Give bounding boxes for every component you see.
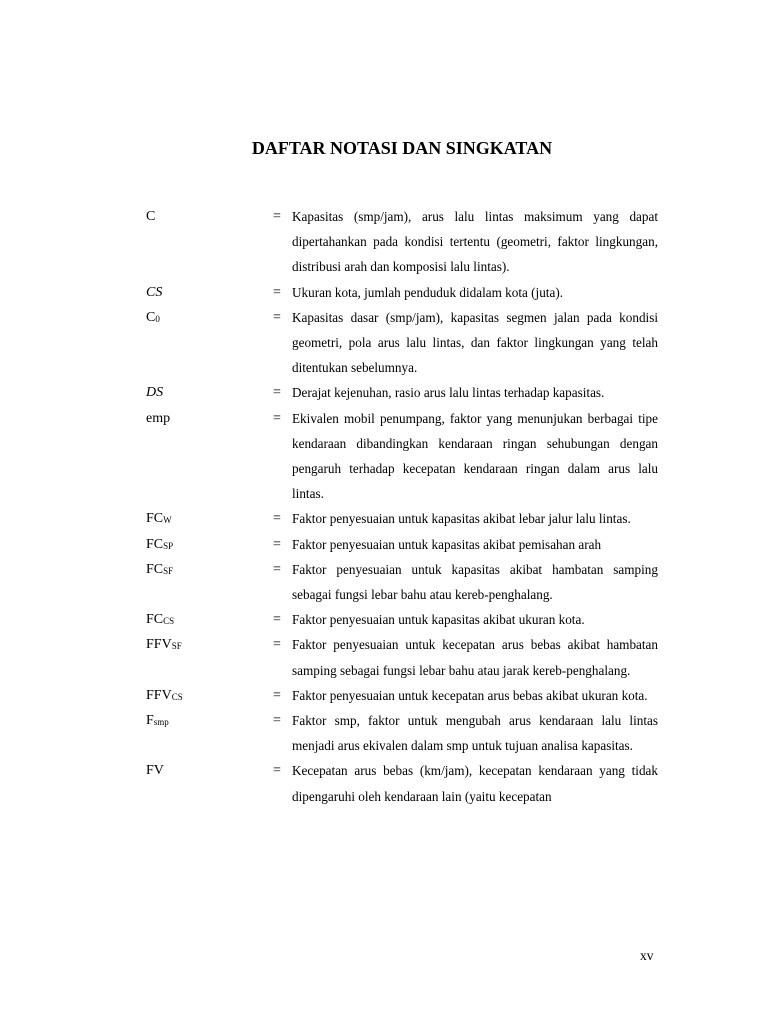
- notation-entry: [0, 305, 768, 381]
- notation-description: Faktor smp, faktor untuk mengubah arus kendaraan lalu lintas menjadi arus ekivalen dalam smp untuk tujuan analisa kapasitas.: [292, 713, 658, 754]
- notation-entry: [0, 557, 768, 607]
- notation-symbol: emp: [146, 410, 171, 426]
- notation-entry: [0, 532, 768, 557]
- notation-subscript: 0: [155, 313, 160, 324]
- notation-description: Faktor penyesuaian untuk kecepatan arus bebas akibat hambatan samping sebagai fungsi lebar bahu atau jarak kereb-penghalang.: [292, 637, 658, 678]
- notation-description: Kapasitas dasar (smp/jam), kapasitas segmen jalan pada kondisi geometri, pola arus lalu lintas, dan faktor lingkungan yang telah ditentukan sebelumnya.: [292, 309, 658, 376]
- notation-symbol: C: [146, 209, 156, 224]
- notation-entry: [0, 506, 768, 531]
- equals-sign: =: [273, 284, 281, 300]
- page-title: DAFTAR NOTASI DAN SINGKATAN: [251, 138, 553, 158]
- notation-entry: [0, 280, 768, 305]
- equals-sign: =: [273, 687, 281, 703]
- notation-symbol: $FC_{SF}$: [146, 561, 174, 577]
- equals-sign: =: [273, 536, 281, 552]
- notation-description: Kapasitas (smp/jam), arus lalu lintas maksimum yang dapat dipertahankan pada kondisi tertentu (geometri, faktor lingkungan, distribusi arah dan komposisi lalu lintas).: [292, 209, 658, 275]
- notation-symbol: $F_{smp}$: [146, 713, 169, 729]
- equals-sign: =: [273, 763, 281, 779]
- notation-subscript: smp: [153, 717, 169, 728]
- notation-subscript: SF: [171, 641, 182, 652]
- page-number: xv: [640, 948, 654, 963]
- notation-entry: [0, 632, 768, 682]
- notation-symbol: CS: [146, 284, 163, 300]
- notation-symbol: $FC_{CS}$: [146, 612, 175, 628]
- notation-entry: [0, 758, 768, 808]
- notation-subscript: CS: [163, 616, 175, 627]
- notation-description: Ekivalen mobil penumpang, faktor yang menunjukan berbagai tipe kendaraan dibandingkan kendaraan ringan sehubungan dengan pengaruh terhadap kecepatan kendaraan ringan dalam arus lalu lintas.: [292, 410, 658, 502]
- notation-symbol: $FC_W$: [146, 511, 172, 527]
- notation-entry: [0, 204, 768, 280]
- equals-sign: =: [273, 209, 281, 224]
- notation-symbol: $FC_{SP}$: [146, 536, 174, 552]
- equals-sign: =: [273, 511, 281, 527]
- notation-subscript: SP: [163, 540, 174, 551]
- equals-sign: =: [273, 410, 281, 426]
- equals-sign: =: [273, 612, 281, 628]
- notation-subscript: CS: [171, 691, 183, 702]
- notation-entry: [0, 380, 768, 405]
- notation-entry: [0, 607, 768, 632]
- equals-sign: =: [273, 713, 281, 729]
- notation-symbol: $C_0$: [146, 309, 160, 325]
- equals-sign: =: [273, 309, 281, 325]
- notation-description: Faktor penyesuaian untuk kapasitas akibat hambatan samping sebagai fungsi lebar bahu atau kereb-penghalang.: [292, 561, 658, 603]
- notation-description: Faktor penyesuaian untuk kecepatan arus bebas akibat ukuran kota.: [292, 687, 648, 703]
- equals-sign: =: [273, 385, 281, 401]
- notation-entry: [0, 708, 768, 758]
- notation-symbol: DS: [146, 385, 164, 401]
- notation-entry: [0, 406, 768, 507]
- notation-symbol: FV: [146, 763, 164, 779]
- notation-description: Faktor penyesuaian untuk kapasitas akibat lebar jalur lalu lintas.: [292, 511, 631, 527]
- equals-sign: =: [273, 637, 281, 653]
- equals-sign: =: [273, 561, 281, 577]
- notation-subscript: W: [163, 515, 172, 526]
- notation-description: Faktor penyesuaian untuk kapasitas akibat ukuran kota.: [292, 612, 585, 628]
- notation-subscript: SF: [163, 565, 174, 576]
- notation-description: Faktor penyesuaian untuk kapasitas akibat pemisahan arah: [292, 536, 602, 552]
- notation-symbol: $FFV_{SF}$: [146, 637, 182, 653]
- notation-description: Kecepatan arus bebas (km/jam), kecepatan kendaraan yang tidak dipengaruhi oleh kendaraan lain (yaitu kecepatan: [292, 763, 658, 804]
- notation-description: Ukuran kota, jumlah penduduk didalam kota (juta).: [292, 284, 564, 300]
- notation-entry: [0, 683, 768, 708]
- notation-symbol: $FFV_{CS}$: [146, 687, 183, 703]
- notation-description: Derajat kejenuhan, rasio arus lalu lintas terhadap kapasitas.: [292, 385, 605, 401]
- notation-list: [0, 204, 768, 809]
